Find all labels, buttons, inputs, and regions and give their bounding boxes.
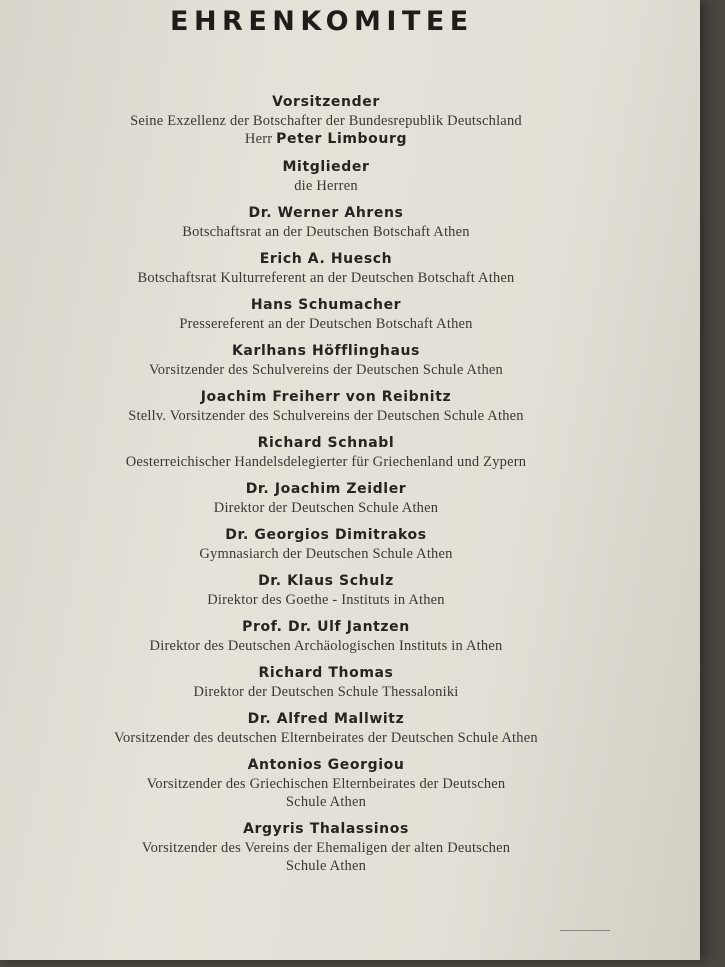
member-name: Prof. Dr. Ulf Jantzen (242, 619, 410, 635)
members-subheading: die Herren (294, 178, 358, 194)
member-entry (0, 388, 652, 425)
member-name: Hans Schumacher (250, 297, 402, 313)
member-entry (0, 296, 652, 333)
member-name: Richard Schnabl (257, 435, 395, 451)
members-heading-block (0, 158, 652, 195)
member-entry (0, 526, 652, 563)
member-name: Dr. Georgios Dimitrakos (225, 527, 427, 543)
member-role: Pressereferent an der Deutschen Botschaft Athen (179, 316, 473, 332)
chair-name: Peter Limbourg (276, 131, 408, 147)
member-entry (0, 480, 652, 517)
member-name: Joachim Freiherr von Reibnitz (200, 389, 452, 405)
member-name: Dr. Klaus Schulz (258, 573, 394, 589)
member-name: Richard Thomas (258, 665, 394, 681)
member-role: Direktor der Deutschen Schule Athen (213, 500, 439, 516)
member-role: Stellv. Vorsitzender des Schulvereins der Deutschen Schule Athen (128, 408, 524, 424)
member-name: Karlhans Höfflinghaus (231, 343, 420, 359)
member-role: Vorsitzender des Vereins der Ehemaligen der alten Deutschen (141, 840, 511, 856)
member-entry (0, 250, 652, 287)
member-name: Argyris Thalassinos (243, 821, 409, 837)
committee-list (0, 93, 652, 875)
member-name: Erich A. Huesch (259, 251, 393, 267)
member-entry (0, 434, 652, 471)
member-role: Direktor des Deutschen Archäologischen Instituts in Athen (149, 638, 503, 654)
member-name: Antonios Georgiou (247, 757, 405, 773)
chair-entry (0, 93, 652, 149)
chair-name-prefix: Herr (244, 131, 277, 147)
member-role: Direktor des Goethe - Instituts in Athen (207, 592, 445, 608)
member-entry (0, 204, 652, 241)
member-role: Direktor der Deutschen Schule Thessaloniki (193, 684, 459, 700)
member-name: Dr. Alfred Mallwitz (247, 711, 405, 727)
member-name: Dr. Werner Ahrens (248, 205, 404, 221)
member-role-continued: Schule Athen (285, 858, 367, 874)
chair-heading: Vorsitzender (272, 94, 380, 110)
member-role: Botschaftsrat Kulturreferent an der Deutschen Botschaft Athen (137, 270, 515, 286)
page-title: EHRENKOMITEE (170, 6, 474, 37)
members-heading: Mitglieder (282, 159, 370, 175)
member-entry (0, 710, 652, 747)
footer-rule (560, 930, 610, 931)
member-role: Vorsitzender des Schulvereins der Deutschen Schule Athen (148, 362, 503, 378)
chair-title: Seine Exzellenz der Botschafter der Bundesrepublik Deutschland (130, 113, 522, 129)
member-name: Dr. Joachim Zeidler (245, 481, 407, 497)
member-entry (0, 820, 652, 875)
member-role-continued: Schule Athen (285, 794, 367, 810)
member-role: Botschaftsrat an der Deutschen Botschaft Athen (182, 224, 470, 240)
member-entry (0, 618, 652, 655)
member-role: Oesterreichischer Handelsdelegierter für Griechenland und Zypern (125, 454, 527, 470)
member-entry (0, 342, 652, 379)
member-role: Gymnasiarch der Deutschen Schule Athen (199, 546, 453, 562)
member-role: Vorsitzender des Griechischen Elternbeirates der Deutschen (146, 776, 506, 792)
member-role: Vorsitzender des deutschen Elternbeirates der Deutschen Schule Athen (114, 730, 538, 746)
chair-name-line (0, 130, 652, 149)
member-entry (0, 664, 652, 701)
member-entry (0, 756, 652, 811)
member-entry (0, 572, 652, 609)
